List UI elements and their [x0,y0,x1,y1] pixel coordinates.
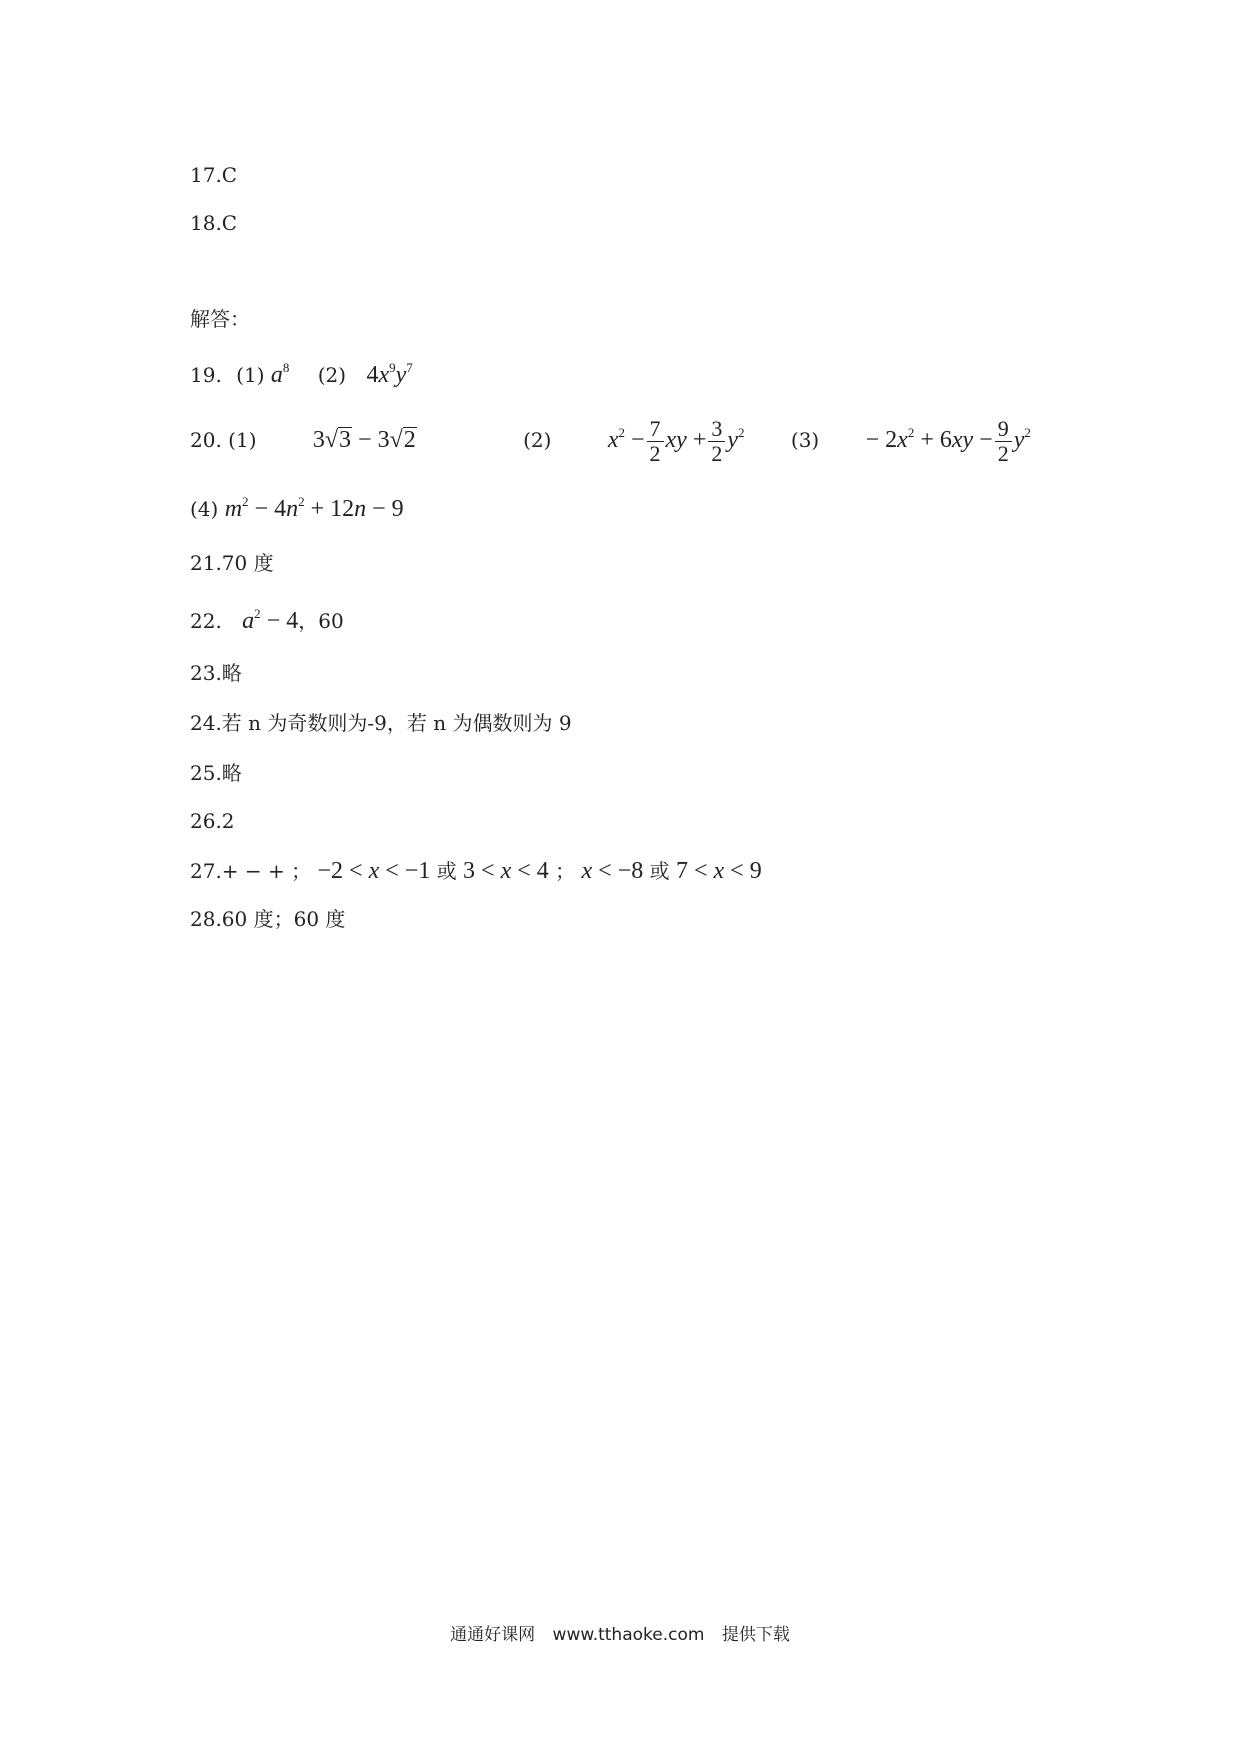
answer-23: 23.略 [190,661,242,685]
answer-20-part4-label: (4) [190,497,219,521]
footer-url[interactable]: www.tthaoke.com [552,1625,705,1645]
answer-20-part1-label: (1) [228,428,257,452]
answer-19-part2-math: $4x^9y^7$ [366,360,413,388]
answer-27-interval-4: 7 < x < 9 [675,858,762,884]
answer-27-separator: ； [555,859,576,883]
footer-download-text: 提供下载 [721,1625,790,1645]
answer-19-part2-label: (2) [317,363,347,387]
answer-17: 17.C [190,163,238,187]
answer-27-or-1: 或 [436,859,457,883]
footer-site-name: 通通好课网 [450,1625,536,1645]
answer-20-part4 [190,494,404,524]
answer-20-part3-label: (3) [790,428,820,452]
answer-22-math: $a^2 - 4$ [242,606,299,634]
page-footer [0,1620,1240,1645]
answer-20-part2-math: $x^2$ − $\frac{7}{2}$ xy + $\frac{3}{2}$ $y^2$ [607,415,745,466]
answer-22-value: ，60 [298,609,344,633]
answer-27-interval-3: x < −8 [581,858,644,884]
answer-27 [190,856,762,886]
answer-20-part3-math: − $2x^2 + 6xy$ − $\frac{9}{2}$ $y^2$ [865,415,1031,466]
section-heading: 解答： [190,307,250,331]
answer-19-number: 19. [190,363,222,387]
answer-24: 24.若 n 为奇数则为-9，若 n 为偶数则为 9 [190,711,572,735]
answer-21: 21.70 度 [190,551,274,575]
answer-25: 25.略 [190,761,242,785]
answer-19 [190,360,413,390]
answer-27-interval-2: 3 < x < 4 [463,858,549,884]
answer-26: 26.2 [190,809,235,833]
answer-18: 18.C [190,211,238,235]
answer-27-interval-1: −2 < x < −1 [317,858,431,884]
answer-20 [190,410,1031,470]
answer-20-part2-label: (2) [523,428,552,452]
answer-22 [190,606,344,636]
answer-19-part1-label: (1) [236,363,265,387]
answer-20-number: 20. [190,428,222,452]
answer-22-number: 22. [190,609,222,633]
answer-19-part1-math: $a^8$ [270,360,290,388]
answer-20-part4-math: $m^2 - 4n^2 + 12n - 9$ [224,494,404,522]
answer-27-or-2: 或 [649,859,670,883]
answer-28: 28.60 度；60 度 [190,907,346,931]
answer-27-signs: 27.+ − + ； [190,859,312,883]
answer-20-part1-math: 3√3 − 3√2 [312,427,416,453]
